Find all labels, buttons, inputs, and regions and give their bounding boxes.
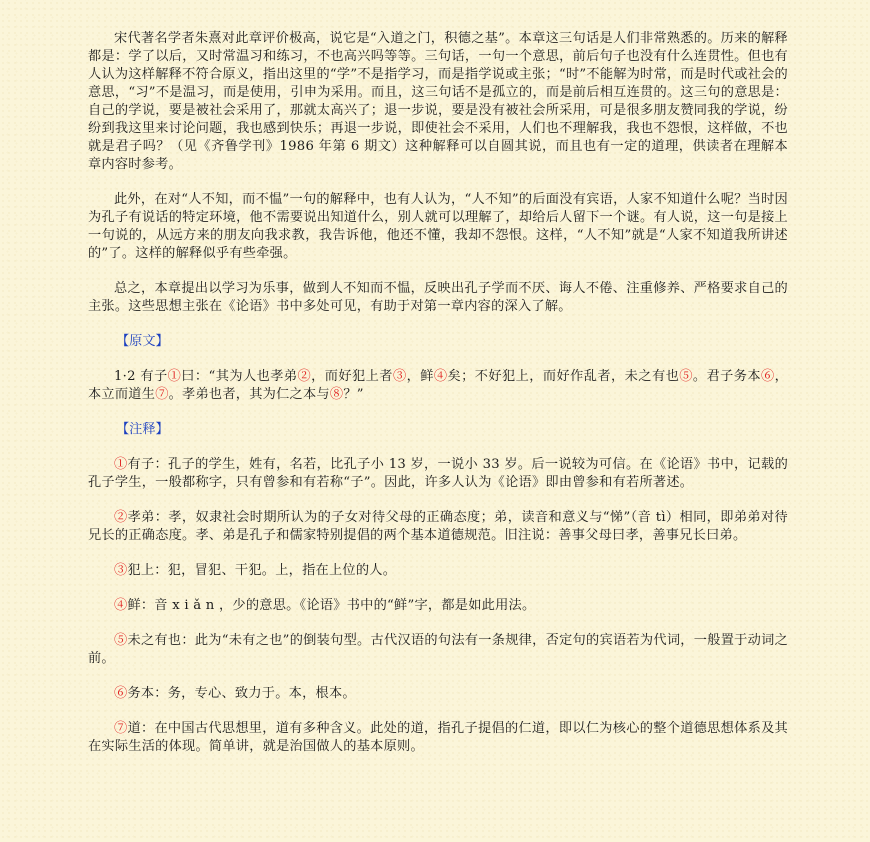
note-text: 未之有也：此为“未有之也”的倒装句型。古代汉语的句法有一条规律，否定句的宾语若为代词，一般置于动词之前。 <box>88 633 789 666</box>
note-text: 犯上：犯，冒犯、干犯。上，指在上位的人。 <box>127 563 397 578</box>
note-ref-8: ⑧ <box>329 387 344 402</box>
note-text: 道：在中国古代思想里，道有多种含义。此处的道，指孔子提倡的仁道，即以仁为核心的整个道德思想体系及其在实际生活的体现。简单讲，就是治国做人的基本原则。 <box>88 721 788 754</box>
section-heading-notes: 【注释】 <box>116 422 169 437</box>
note-ref-3: ③ <box>392 369 407 384</box>
note-2 <box>88 509 788 545</box>
note-number: ② <box>114 510 128 525</box>
note-number: ④ <box>114 598 128 613</box>
original-text-part: 。孝弟也者，其为仁之本与 <box>168 387 330 402</box>
note-ref-4: ④ <box>433 369 448 384</box>
note-6 <box>88 685 788 703</box>
note-3 <box>88 562 788 580</box>
note-text: 有子：孔子的学生，姓有，名若，比孔子小 13 岁，一说小 33 岁。后一说较为可信。在《论语》书中，记载的孔子学生，一般都称字，只有曾参和有若称“子”。因此，许多人认为《论语》即由曾参和有若所著述。 <box>88 457 789 490</box>
document-body <box>88 30 788 756</box>
note-ref-2: ② <box>297 369 312 384</box>
section-heading-original: 【原文】 <box>116 334 169 349</box>
note-1 <box>88 456 788 492</box>
note-5 <box>88 632 788 668</box>
note-4 <box>88 597 788 615</box>
note-text: 务本：务，专心、致力于。本，根本。 <box>127 686 356 701</box>
note-7 <box>88 720 788 756</box>
note-number: ⑥ <box>114 686 128 701</box>
note-ref-5: ⑤ <box>679 369 693 384</box>
note-number: ⑦ <box>114 721 128 736</box>
original-text-part: ，而好犯上者 <box>311 369 393 384</box>
original-text <box>88 368 788 404</box>
original-text-part: ，鲜 <box>406 369 434 384</box>
note-text: 孝弟：孝，奴隶社会时期所认为的子女对待父母的正确态度；弟，读音和意义与“悌”（音 tì）相同，即弟弟对待兄长的正确态度。孝、弟是孔子和儒家特别提倡的两个基本道德规范。旧注说：善事父母曰孝，善事兄长曰弟。 <box>88 510 788 543</box>
original-text-part: 。君子务本 <box>692 369 761 384</box>
paragraph-zhu-xi-comment: 宋代著名学者朱熹对此章评价极高，说它是“入道之门，积德之基”。本章这三句话是人们非常熟悉的。历来的解释都是：学了以后，又时常温习和练习，不也高兴吗等等。三句话，一句一个意思，前后句子也没有什么连贯性。但也有人认为这样解释不符合原义，指出这里的“学”不是指学习，而是指学说或主张；“时”不能解为时常，而是时代或社会的意思，“习”不是温习，而是使用，引申为采用。而且，这三句话不是孤立的，而是前后相互连贯的。这三句的意思是：自己的学说，要是被社会采用了，那就太高兴了；退一步说，要是没有被社会所采用，可是很多朋友赞同我的学说，纷纷到我这里来讨论问题，我也感到快乐；再退一步说，即使社会不采用，人们也不理解我，我也不怨恨，这样做，不也就是君子吗？（见《齐鲁学刊》1986 年第 6 期文）这种解释可以自圆其说，而且也有一定的道理，供读者在理解本章内容时参考。 <box>88 31 788 172</box>
note-ref-7: ⑦ <box>155 387 169 402</box>
paragraph-summary: 总之，本章提出以学习为乐事，做到人不知而不愠，反映出孔子学而不厌、诲人不倦、注重修养、严格要求自己的主张。这些思想主张在《论语》书中多处可见，有助于对第一章内容的深入了解。 <box>88 281 788 314</box>
original-text-part: 矣；不好犯上，而好作乱者，未之有也 <box>447 369 680 384</box>
note-ref-6: ⑥ <box>761 369 775 384</box>
original-text-part: ？” <box>343 387 364 402</box>
paragraph-ren-bu-zhi: 此外，在对“人不知，而不愠”一句的解释中，也有人认为，“人不知”的后面没有宾语，人家不知道什么呢？当时因为孔子有说话的特定环境，他不需要说出知道什么，别人就可以理解了，却给后人留下一个谜。有人说，这一句是接上一句说的，从远方来的朋友向我求教，我告诉他，他还不懂，我却不怨恨。这样，“人不知”就是“人家不知道我所讲述的”了。这样的解释似乎有些牵强。 <box>88 192 788 261</box>
original-text-part: 曰：“其为人也孝弟 <box>181 369 298 384</box>
note-number: ⑤ <box>114 633 128 648</box>
original-text-part: ，本立而道生 <box>88 369 789 402</box>
note-ref-1: ① <box>167 369 182 384</box>
original-text-part: 1·2 有子 <box>114 369 168 384</box>
note-number: ① <box>114 457 128 472</box>
note-text: 鲜：音 x i ǎ n ，少的意思。《论语》书中的“鲜”字，都是如此用法。 <box>127 598 536 613</box>
note-number: ③ <box>114 563 128 578</box>
